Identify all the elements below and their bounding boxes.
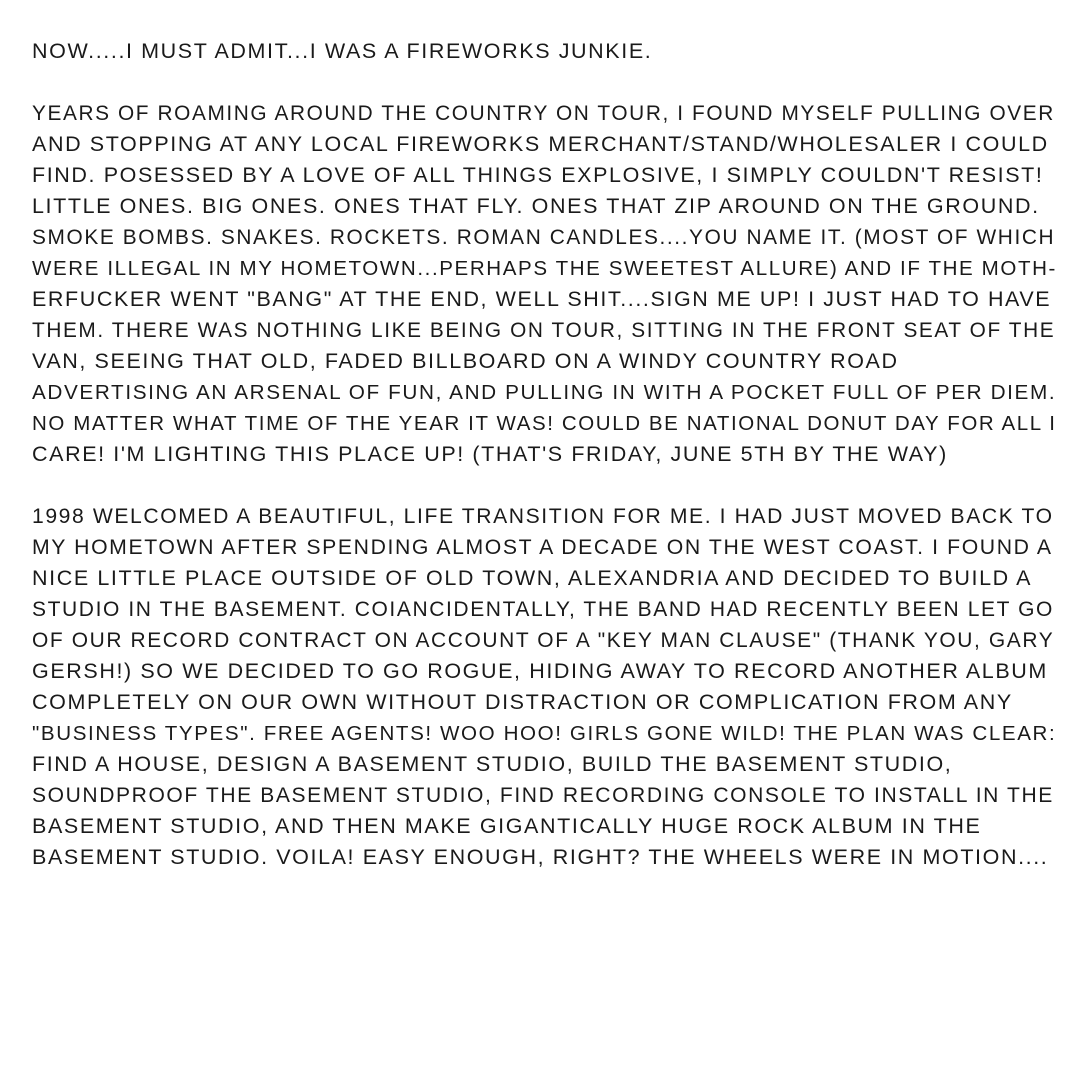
text-line: VAN, SEEING THAT OLD, FADED BILLBOARD ON A WINDY COUNTRY ROAD <box>32 349 899 373</box>
text-line: WERE ILLEGAL IN MY HOMETOWN...PERHAPS THE SWEETEST ALLURE) AND IF THE MOTH- <box>32 257 1057 280</box>
text-line: CARE! I'M LIGHTING THIS PLACE UP! (THAT'S FRIDAY, JUNE 5TH BY THE WAY) <box>32 442 948 466</box>
text-document <box>32 36 1057 873</box>
text-line: BASEMENT STUDIO, AND THEN MAKE GIGANTICALLY HUGE ROCK ALBUM IN THE <box>32 814 982 838</box>
text-line: NOW.....I MUST ADMIT...I WAS A FIREWORKS JUNKIE. <box>32 39 653 63</box>
text-line: GERSH!) SO WE DECIDED TO GO ROGUE, HIDING AWAY TO RECORD ANOTHER ALBUM <box>32 659 1048 683</box>
text-line: STUDIO IN THE BASEMENT. COIANCIDENTALLY, THE BAND HAD RECENTLY BEEN LET GO <box>32 598 1054 621</box>
text-line: NO MATTER WHAT TIME OF THE YEAR IT WAS! COULD BE NATIONAL DONUT DAY FOR ALL I <box>32 412 1057 435</box>
text-line: SMOKE BOMBS. SNAKES. ROCKETS. ROMAN CANDLES....YOU NAME IT. (MOST OF WHICH <box>32 226 1056 249</box>
text-line: YEARS OF ROAMING AROUND THE COUNTRY ON TOUR, I FOUND MYSELF PULLING OVER <box>32 102 1055 125</box>
text-line: NICE LITTLE PLACE OUTSIDE OF OLD TOWN, ALEXANDRIA AND DECIDED TO BUILD A <box>32 566 1033 590</box>
text-line: MY HOMETOWN AFTER SPENDING ALMOST A DECADE ON THE WEST COAST. I FOUND A <box>32 536 1053 559</box>
paragraph-1998 <box>32 501 1057 873</box>
text-line: OF OUR RECORD CONTRACT ON ACCOUNT OF A "KEY MAN CLAUSE" (THANK YOU, GARY <box>32 629 1055 652</box>
text-line: ADVERTISING AN ARSENAL OF FUN, AND PULLING IN WITH A POCKET FULL OF PER DIEM. <box>32 381 1057 404</box>
text-line: ERFUCKER WENT "BANG" AT THE END, WELL SHIT....SIGN ME UP! I JUST HAD TO HAVE <box>32 287 1052 311</box>
text-line: FIND A HOUSE, DESIGN A BASEMENT STUDIO, BUILD THE BASEMENT STUDIO, <box>32 752 953 776</box>
text-line: SOUNDPROOF THE BASEMENT STUDIO, FIND RECORDING CONSOLE TO INSTALL IN THE <box>32 784 1054 807</box>
text-line: FIND. POSESSED BY A LOVE OF ALL THINGS EXPLOSIVE, I SIMPLY COULDN'T RESIST! <box>32 163 1044 187</box>
paragraph-intro <box>32 36 1052 67</box>
text-line: LITTLE ONES. BIG ONES. ONES THAT FLY. ONES THAT ZIP AROUND ON THE GROUND. <box>32 194 1040 218</box>
text-line: "BUSINESS TYPES". FREE AGENTS! WOO HOO! GIRLS GONE WILD! THE PLAN WAS CLEAR: <box>32 722 1057 745</box>
text-line: AND STOPPING AT ANY LOCAL FIREWORKS MERCHANT/STAND/WHOLESALER I COULD <box>32 132 1049 156</box>
text-line: COMPLETELY ON OUR OWN WITHOUT DISTRACTION OR COMPLICATION FROM ANY <box>32 690 1013 714</box>
text-line: BASEMENT STUDIO. VOILA! EASY ENOUGH, RIGHT? THE WHEELS WERE IN MOTION.... <box>32 845 1049 869</box>
paragraph-gap <box>32 67 1052 98</box>
text-line: THEM. THERE WAS NOTHING LIKE BEING ON TOUR, SITTING IN THE FRONT SEAT OF THE <box>32 319 1056 342</box>
text-line: 1998 WELCOMED A BEAUTIFUL, LIFE TRANSITION FOR ME. I HAD JUST MOVED BACK TO <box>32 505 1054 528</box>
paragraph-fireworks <box>32 98 1057 470</box>
paragraph-gap <box>32 470 1052 501</box>
